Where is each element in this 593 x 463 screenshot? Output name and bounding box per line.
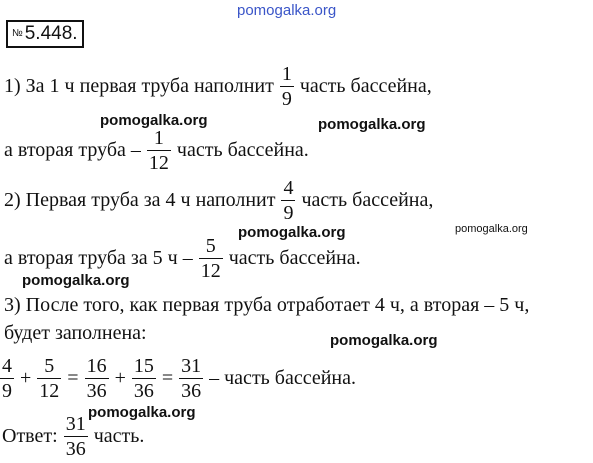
watermark: pomogalka.org (330, 332, 438, 349)
line-tail: часть бассейна, (301, 189, 434, 211)
problem-number (6, 20, 84, 48)
fraction (64, 414, 88, 459)
fraction-numerator: 5 (44, 355, 55, 377)
fraction-denominator: 9 (2, 380, 12, 402)
line-tail: часть бассейна. (228, 247, 361, 269)
fraction (281, 178, 295, 223)
fraction (280, 64, 294, 109)
fraction-denominator: 36 (65, 438, 86, 460)
solution-line-3 (4, 178, 433, 223)
watermark: pomogalka.org (100, 112, 208, 129)
fraction-numerator: 4 (283, 177, 294, 199)
fraction (147, 128, 171, 173)
line-text: а вторая труба за 5 ч – (4, 247, 193, 269)
solution-line-2 (4, 128, 309, 173)
fraction (85, 356, 109, 401)
solution-line-4 (4, 236, 361, 281)
watermark: pomogalka.org (238, 224, 346, 241)
equation-tail: – часть бассейна. (209, 367, 357, 389)
fraction-denominator: 36 (181, 380, 202, 402)
equation-line (0, 356, 356, 401)
fraction-numerator: 1 (153, 127, 164, 149)
line-tail: часть бассейна, (299, 75, 432, 97)
watermark: pomogalka.org (237, 2, 337, 19)
fraction (132, 356, 156, 401)
fraction-denominator: 12 (200, 260, 221, 282)
fraction-numerator: 15 (133, 355, 154, 377)
fraction-denominator: 36 (86, 380, 107, 402)
watermark: pomogalka.org (455, 223, 528, 235)
line-text: будет заполнена: (4, 322, 147, 344)
plus-sign: + (20, 367, 32, 389)
fraction-denominator: 9 (283, 202, 294, 224)
line-tail: часть бассейна. (176, 139, 309, 161)
equals-sign: = (67, 367, 79, 389)
watermark: pomogalka.org (22, 272, 130, 289)
line-text: 1) За 1 ч первая труба наполнит (4, 75, 274, 97)
fraction (179, 356, 203, 401)
equals-sign: = (161, 367, 174, 389)
line-text: 2) Первая труба за 4 ч наполнит (4, 189, 276, 211)
number-sign: № (12, 28, 23, 39)
solution-line-6 (4, 322, 147, 345)
fraction-numerator: 31 (65, 413, 86, 435)
answer-label: Ответ: (2, 425, 58, 447)
fraction-denominator: 9 (281, 88, 292, 110)
line-text: 3) После того, как первая труба отработает 4 ч, а вторая – 5 ч, (4, 294, 530, 316)
fraction-numerator: 31 (181, 355, 202, 377)
fraction (199, 236, 223, 281)
problem-number-value: 5.448. (24, 23, 78, 44)
watermark: pomogalka.org (88, 404, 196, 421)
solution-line-1 (4, 64, 432, 109)
plus-sign: + (114, 367, 126, 389)
fraction-numerator: 5 (205, 235, 216, 257)
answer-tail: часть. (93, 425, 145, 447)
fraction-denominator: 12 (39, 380, 60, 402)
fraction-numerator: 1 (281, 63, 292, 85)
fraction-numerator: 4 (2, 355, 12, 377)
fraction-denominator: 36 (133, 380, 154, 402)
fraction-numerator: 16 (86, 355, 107, 377)
fraction (0, 356, 14, 401)
fraction (37, 356, 61, 401)
line-text: а вторая труба – (4, 139, 141, 161)
answer-line (2, 414, 144, 459)
watermark: pomogalka.org (318, 116, 426, 133)
fraction-denominator: 12 (148, 152, 169, 174)
solution-line-5 (4, 294, 529, 317)
